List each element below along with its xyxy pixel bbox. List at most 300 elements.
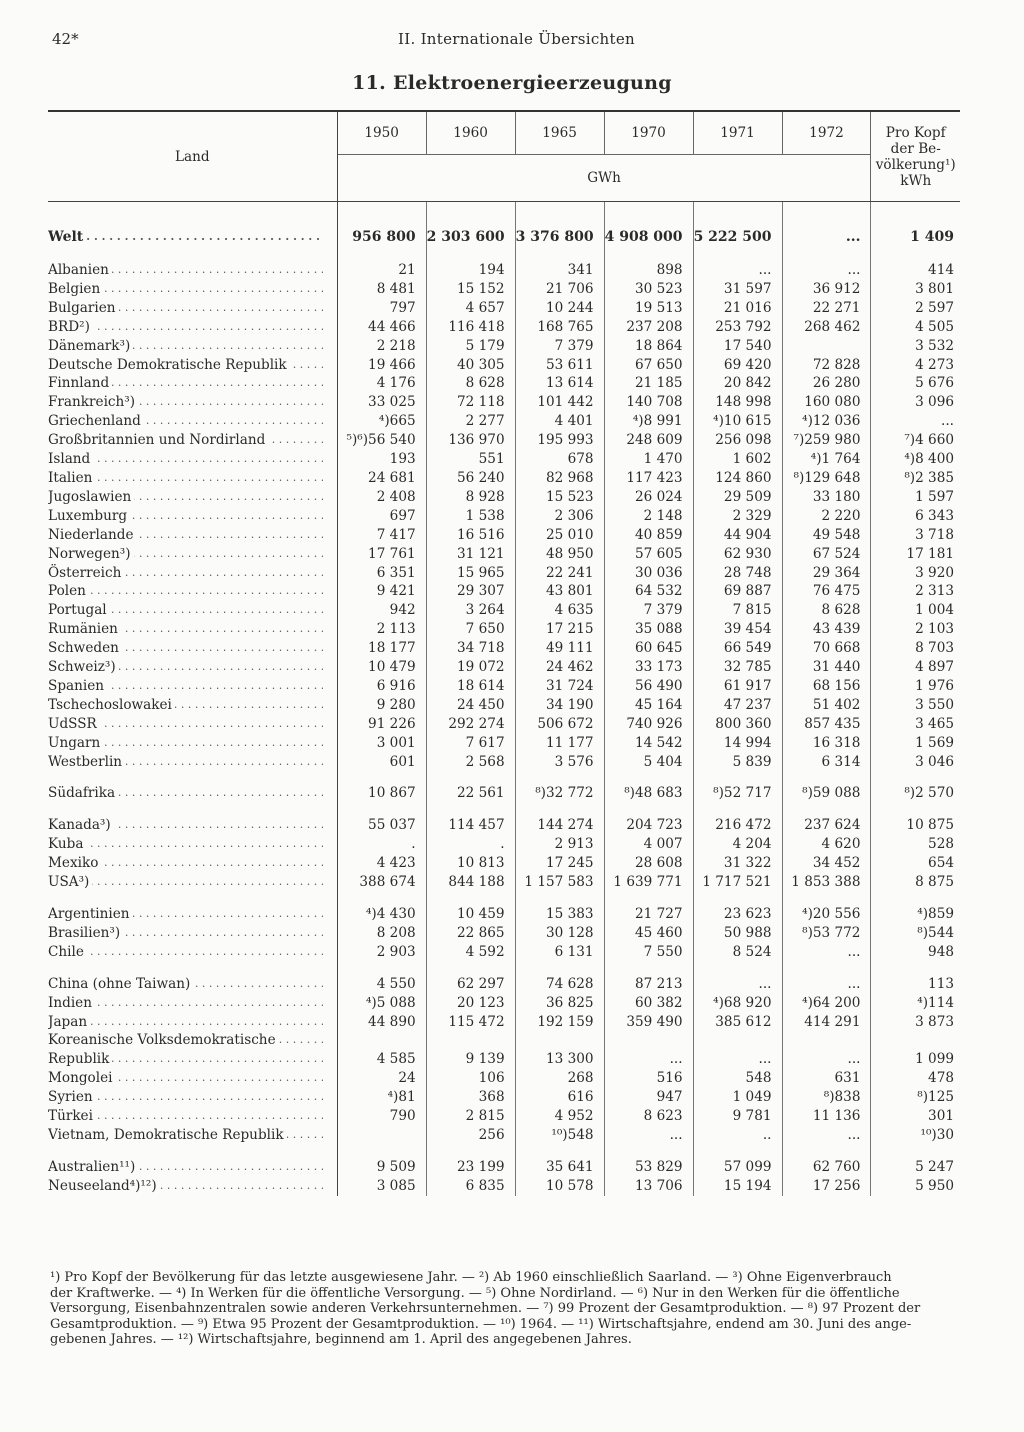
cell: 13 614 [515, 374, 604, 393]
cell: 8 481 [337, 280, 426, 299]
cell: 82 968 [515, 469, 604, 488]
table-row [48, 677, 960, 696]
cell: 4 897 [915, 659, 954, 676]
column-header-land: Land [48, 111, 337, 202]
table-row [48, 469, 960, 488]
cell: 22 561 [426, 784, 515, 803]
column-header-year: 1965 [515, 111, 604, 155]
cell: 3 264 [426, 601, 515, 620]
cell: 948 [928, 943, 954, 960]
cell: 478 [928, 1070, 954, 1087]
cell: 53 611 [515, 356, 604, 375]
cell: 3 550 [915, 696, 954, 713]
cell: 49 111 [515, 639, 604, 658]
cell: 4 204 [693, 835, 782, 854]
cell: 14 994 [693, 734, 782, 753]
cell: 7 815 [693, 601, 782, 620]
cell: ⁸)59 088 [782, 784, 871, 803]
cell: 2 277 [426, 412, 515, 431]
cell: 256 [426, 1126, 515, 1145]
row-label: Japan . . . [48, 1013, 337, 1032]
cell: 1 099 [915, 1051, 954, 1068]
cell: 193 [337, 450, 426, 469]
cell: ⁴)8 400 [904, 451, 954, 468]
cell: 1 049 [693, 1088, 782, 1107]
cell: 2 148 [604, 507, 693, 526]
table-row [48, 715, 960, 734]
column-header-year: 1950 [337, 111, 426, 155]
cell: 2 597 [915, 299, 954, 316]
cell: 33 180 [782, 488, 871, 507]
cell: 45 164 [604, 696, 693, 715]
row-label: Welt . . . [48, 226, 337, 248]
row-label: Belgien . . . [48, 280, 337, 299]
cell: 3 001 [337, 734, 426, 753]
row-label: Finnland . . . [48, 374, 337, 393]
row-label: USA³) . . . [48, 873, 337, 892]
cell: 8 703 [915, 640, 954, 657]
cell: 34 718 [426, 639, 515, 658]
cell: 1 976 [915, 677, 954, 694]
cell: ⁴)81 [337, 1088, 426, 1107]
cell: 43 801 [515, 582, 604, 601]
cell: 341 [515, 261, 604, 280]
cell: . [426, 835, 515, 854]
cell: 148 998 [693, 393, 782, 412]
table-row [48, 620, 960, 639]
cell: 19 072 [426, 658, 515, 677]
cell: 61 917 [693, 677, 782, 696]
cell: 15 383 [515, 905, 604, 924]
cell: 857 435 [782, 715, 871, 734]
cell: 22 271 [782, 299, 871, 318]
table-row [48, 299, 960, 318]
cell: 21 016 [693, 299, 782, 318]
row-label: Jugoslawien . . . [48, 488, 337, 507]
cell [693, 1031, 782, 1050]
table-row [48, 905, 960, 924]
footnote-line: gebenen Jahres. — ¹²) Wirtschaftsjahre, beginnend am 1. April des angegebenen Jahres. [50, 1332, 632, 1348]
cell: 2 306 [515, 507, 604, 526]
table-row [48, 374, 960, 393]
table-row [48, 488, 960, 507]
cell: 3 873 [915, 1013, 954, 1030]
cell: 1 157 583 [515, 873, 604, 892]
cell: 2 913 [515, 835, 604, 854]
row-label: Albanien . . . [48, 261, 337, 280]
cell: 60 645 [604, 639, 693, 658]
cell: 44 904 [693, 526, 782, 545]
cell: 10 875 [906, 817, 954, 834]
row-label: BRD²) . . . [48, 318, 337, 337]
cell: 414 291 [782, 1013, 871, 1032]
running-header [0, 30, 1024, 52]
cell: . [337, 835, 426, 854]
cell: 62 930 [693, 545, 782, 564]
cell: ⁴)4 430 [337, 905, 426, 924]
cell: 4 273 [915, 356, 954, 373]
row-label: Republik . . . [48, 1050, 337, 1069]
cell: 15 152 [426, 280, 515, 299]
table-row [48, 1050, 960, 1069]
cell: 2 903 [337, 943, 426, 962]
cell: 3 085 [337, 1177, 426, 1196]
cell: 22 241 [515, 564, 604, 583]
cell: 68 156 [782, 677, 871, 696]
cell: 4 401 [515, 412, 604, 431]
cell: ... [604, 1050, 693, 1069]
cell: 5 839 [693, 753, 782, 772]
cell: 29 364 [782, 564, 871, 583]
table-row [48, 873, 960, 892]
cell: 21 [337, 261, 426, 280]
cell: 25 010 [515, 526, 604, 545]
table-row [48, 816, 960, 835]
column-header-per-capita [871, 111, 960, 202]
cell: 1 470 [604, 450, 693, 469]
cell: 10 244 [515, 299, 604, 318]
row-label: Chile . . . [48, 943, 337, 962]
cell: 9 139 [426, 1050, 515, 1069]
cell: 34 452 [782, 854, 871, 873]
cell: 1 639 771 [604, 873, 693, 892]
table-row [48, 1069, 960, 1088]
cell: ⁸)129 648 [782, 469, 871, 488]
row-label: Südafrika . . . [48, 784, 337, 803]
cell: 55 037 [337, 816, 426, 835]
cell: 800 360 [693, 715, 782, 734]
cell: 23 199 [426, 1158, 515, 1177]
cell: 44 890 [337, 1013, 426, 1032]
cell: 6 835 [426, 1177, 515, 1196]
cell: 414 [928, 262, 954, 278]
cell: ⁴)114 [917, 994, 954, 1011]
cell: ⁴)20 556 [782, 905, 871, 924]
cell: 48 950 [515, 545, 604, 564]
cell: 6 351 [337, 564, 426, 583]
cell: 144 274 [515, 816, 604, 835]
cell: ⁴)859 [917, 906, 954, 922]
row-label: Syrien . . . [48, 1088, 337, 1107]
cell: 697 [337, 507, 426, 526]
unit-header: GWh [337, 155, 871, 202]
cell: 140 708 [604, 393, 693, 412]
cell: 192 159 [515, 1013, 604, 1032]
cell: 21 706 [515, 280, 604, 299]
table-row [48, 696, 960, 715]
row-label: Dänemark³) . . . [48, 337, 337, 356]
cell: ⁸)2 385 [904, 469, 954, 486]
cell: 17 256 [782, 1177, 871, 1196]
table-row-welt [48, 226, 960, 248]
table-row [48, 337, 960, 356]
cell: 124 860 [693, 469, 782, 488]
table-row [48, 658, 960, 677]
cell: 31 322 [693, 854, 782, 873]
table-row [48, 356, 960, 375]
row-label: Portugal . . . [48, 601, 337, 620]
cell: 3 465 [915, 715, 954, 732]
cell: 15 965 [426, 564, 515, 583]
table-row [48, 994, 960, 1013]
cell: 195 993 [515, 431, 604, 450]
cell: 5 247 [915, 1158, 954, 1175]
cell [604, 1031, 693, 1050]
cell: 29 307 [426, 582, 515, 601]
cell: ⁸)53 772 [782, 924, 871, 943]
cell: 87 213 [604, 975, 693, 994]
cell: 216 472 [693, 816, 782, 835]
cell: 101 442 [515, 393, 604, 412]
cell: ⁵)⁶)56 540 [337, 431, 426, 450]
cell: 4 550 [337, 975, 426, 994]
row-label: Niederlande . . . [48, 526, 337, 545]
cell: ⁴)68 920 [693, 994, 782, 1013]
table-row [48, 975, 960, 994]
cell: 31 440 [782, 658, 871, 677]
cell: 516 [604, 1069, 693, 1088]
cell: 114 457 [426, 816, 515, 835]
cell: 17 181 [906, 545, 954, 562]
cell: 64 532 [604, 582, 693, 601]
row-label: Tschechoslowakei . . . [48, 696, 337, 715]
cell: 36 912 [782, 280, 871, 299]
cell: ⁴)12 036 [782, 412, 871, 431]
cell: 35 641 [515, 1158, 604, 1177]
cell: 3 718 [915, 526, 954, 543]
cell: ... [693, 1050, 782, 1069]
cell: 21 727 [604, 905, 693, 924]
cell: 368 [426, 1088, 515, 1107]
cell: 69 887 [693, 582, 782, 601]
cell: 51 402 [782, 696, 871, 715]
cell: 506 672 [515, 715, 604, 734]
cell: 3 801 [915, 280, 954, 297]
row-label: Indien . . . [48, 994, 337, 1013]
cell: 20 123 [426, 994, 515, 1013]
cell: 44 466 [337, 318, 426, 337]
cell: 1 853 388 [782, 873, 871, 892]
table-row [48, 1088, 960, 1107]
cell: 13 706 [604, 1177, 693, 1196]
cell: 797 [337, 299, 426, 318]
row-label: Vietnam, Demokratische Republik . . . [48, 1126, 337, 1145]
cell: 4 592 [426, 943, 515, 962]
row-label: Deutsche Demokratische Republik . . . [48, 356, 337, 375]
cell: 28 748 [693, 564, 782, 583]
page-number: 42* [52, 30, 79, 48]
cell: 2 220 [782, 507, 871, 526]
cell: 528 [928, 836, 954, 853]
cell: 17 540 [693, 337, 782, 356]
cell: 34 190 [515, 696, 604, 715]
table-row [48, 318, 960, 337]
table-row [48, 1158, 960, 1177]
table-row [48, 1107, 960, 1126]
row-label: Brasilien³) . . . [48, 924, 337, 943]
cell: 67 524 [782, 545, 871, 564]
cell: 24 681 [337, 469, 426, 488]
cell: 31 597 [693, 280, 782, 299]
cell: 26 024 [604, 488, 693, 507]
row-label: Bulgarien . . . [48, 299, 337, 318]
cell: 32 785 [693, 658, 782, 677]
row-label: Spanien . . . [48, 677, 337, 696]
cell: 4 620 [782, 835, 871, 854]
cell: .. [693, 1126, 782, 1145]
cell: 1 717 521 [693, 873, 782, 892]
cell: ⁸)2 570 [904, 785, 954, 802]
row-label: Großbritannien und Nordirland . . . [48, 431, 337, 450]
cell: 17 215 [515, 620, 604, 639]
cell: 22 865 [426, 924, 515, 943]
cell: 2 815 [426, 1107, 515, 1126]
table-row [48, 835, 960, 854]
cell: 15 523 [515, 488, 604, 507]
per-capita-line: Pro Kopf [885, 124, 946, 141]
cell: 40 859 [604, 526, 693, 545]
cell: 2 568 [426, 753, 515, 772]
table-row [48, 393, 960, 412]
cell: ⁸)838 [782, 1088, 871, 1107]
cell: 194 [426, 261, 515, 280]
cell: 4 908 000 [604, 226, 693, 248]
cell: 6 343 [915, 507, 954, 524]
cell: 50 988 [693, 924, 782, 943]
cell: 237 208 [604, 318, 693, 337]
cell: 790 [337, 1107, 426, 1126]
cell: 740 926 [604, 715, 693, 734]
cell: 4 505 [915, 318, 954, 335]
cell: 678 [515, 450, 604, 469]
cell: 31 121 [426, 545, 515, 564]
cell: 942 [337, 601, 426, 620]
cell: ... [782, 226, 871, 248]
table-row [48, 601, 960, 620]
cell: 21 185 [604, 374, 693, 393]
table-row [48, 280, 960, 299]
cell: 39 454 [693, 620, 782, 639]
cell [782, 1031, 871, 1050]
cell: 7 650 [426, 620, 515, 639]
cell: 3 532 [915, 337, 954, 354]
cell: 4 176 [337, 374, 426, 393]
cell: ⁸)544 [917, 924, 954, 941]
cell: 19 513 [604, 299, 693, 318]
cell: 3 920 [915, 564, 954, 581]
cell: 26 280 [782, 374, 871, 393]
table-row [48, 412, 960, 431]
cell: 72 118 [426, 393, 515, 412]
row-label: Australien¹¹) . . . [48, 1158, 337, 1177]
cell: ... [782, 261, 871, 280]
cell: 57 099 [693, 1158, 782, 1177]
table-row [48, 261, 960, 280]
cell: 18 864 [604, 337, 693, 356]
cell: 49 548 [782, 526, 871, 545]
cell: 115 472 [426, 1013, 515, 1032]
cell: 13 300 [515, 1050, 604, 1069]
column-header-year: 1972 [782, 111, 871, 155]
table-row [48, 734, 960, 753]
row-label: Schweiz³) . . . [48, 658, 337, 677]
cell: ¹⁰)30 [920, 1126, 954, 1143]
column-header-year: 1971 [693, 111, 782, 155]
cell: 8 524 [693, 943, 782, 962]
cell: 844 188 [426, 873, 515, 892]
cell: ¹⁰)548 [515, 1126, 604, 1145]
per-capita-line: der Be- [890, 140, 941, 157]
row-label: Türkei . . . [48, 1107, 337, 1126]
cell: ... [693, 261, 782, 280]
cell: 616 [515, 1088, 604, 1107]
row-label: Norwegen³) . . . [48, 545, 337, 564]
cell: 7 417 [337, 526, 426, 545]
table-row [48, 526, 960, 545]
cell: 8 628 [426, 374, 515, 393]
cell: ⁸)48 683 [604, 784, 693, 803]
cell: 19 466 [337, 356, 426, 375]
cell: 69 420 [693, 356, 782, 375]
cell: 10 867 [337, 784, 426, 803]
cell: ⁸)125 [917, 1089, 954, 1106]
cell: 4 657 [426, 299, 515, 318]
cell: 388 674 [337, 873, 426, 892]
cell: 33 173 [604, 658, 693, 677]
cell: 204 723 [604, 816, 693, 835]
cell: 7 550 [604, 943, 693, 962]
table-row [48, 1177, 960, 1196]
cell: 8 208 [337, 924, 426, 943]
cell: 1 569 [915, 734, 954, 751]
cell: ... [604, 1126, 693, 1145]
table-row [48, 1013, 960, 1032]
cell: 631 [782, 1069, 871, 1088]
table-row [48, 943, 960, 962]
cell: 62 760 [782, 1158, 871, 1177]
cell: 1 597 [915, 488, 954, 505]
cell: 385 612 [693, 1013, 782, 1032]
cell: 56 240 [426, 469, 515, 488]
footnote-line: Gesamtproduktion. — ⁹) Etwa 95 Prozent der Gesamtproduktion. — ¹⁰) 1964. — ¹¹) Wirtschaftsjahre, endend am 30. Juni des ange- [50, 1316, 912, 1332]
cell: ⁷)259 980 [782, 431, 871, 450]
row-label: Österreich . . . [48, 564, 337, 583]
cell: 248 609 [604, 431, 693, 450]
row-label: Mongolei . . . [48, 1069, 337, 1088]
cell: 2 313 [915, 583, 954, 600]
cell: 20 842 [693, 374, 782, 393]
cell: 9 280 [337, 696, 426, 715]
cell: 45 460 [604, 924, 693, 943]
cell: 3 576 [515, 753, 604, 772]
cell: ⁴)5 088 [337, 994, 426, 1013]
cell: 16 516 [426, 526, 515, 545]
cell: 60 382 [604, 994, 693, 1013]
cell: 3 096 [915, 394, 954, 411]
section-title: II. Internationale Übersichten [398, 30, 635, 48]
cell: 33 025 [337, 393, 426, 412]
cell: 7 379 [515, 337, 604, 356]
cell [337, 1031, 426, 1050]
cell: 4 952 [515, 1107, 604, 1126]
row-label: Mexiko . . . [48, 854, 337, 873]
table-row [48, 784, 960, 803]
cell: ... [782, 1126, 871, 1145]
cell: 5 404 [604, 753, 693, 772]
cell: 956 800 [337, 226, 426, 248]
cell: 40 305 [426, 356, 515, 375]
cell: 168 765 [515, 318, 604, 337]
